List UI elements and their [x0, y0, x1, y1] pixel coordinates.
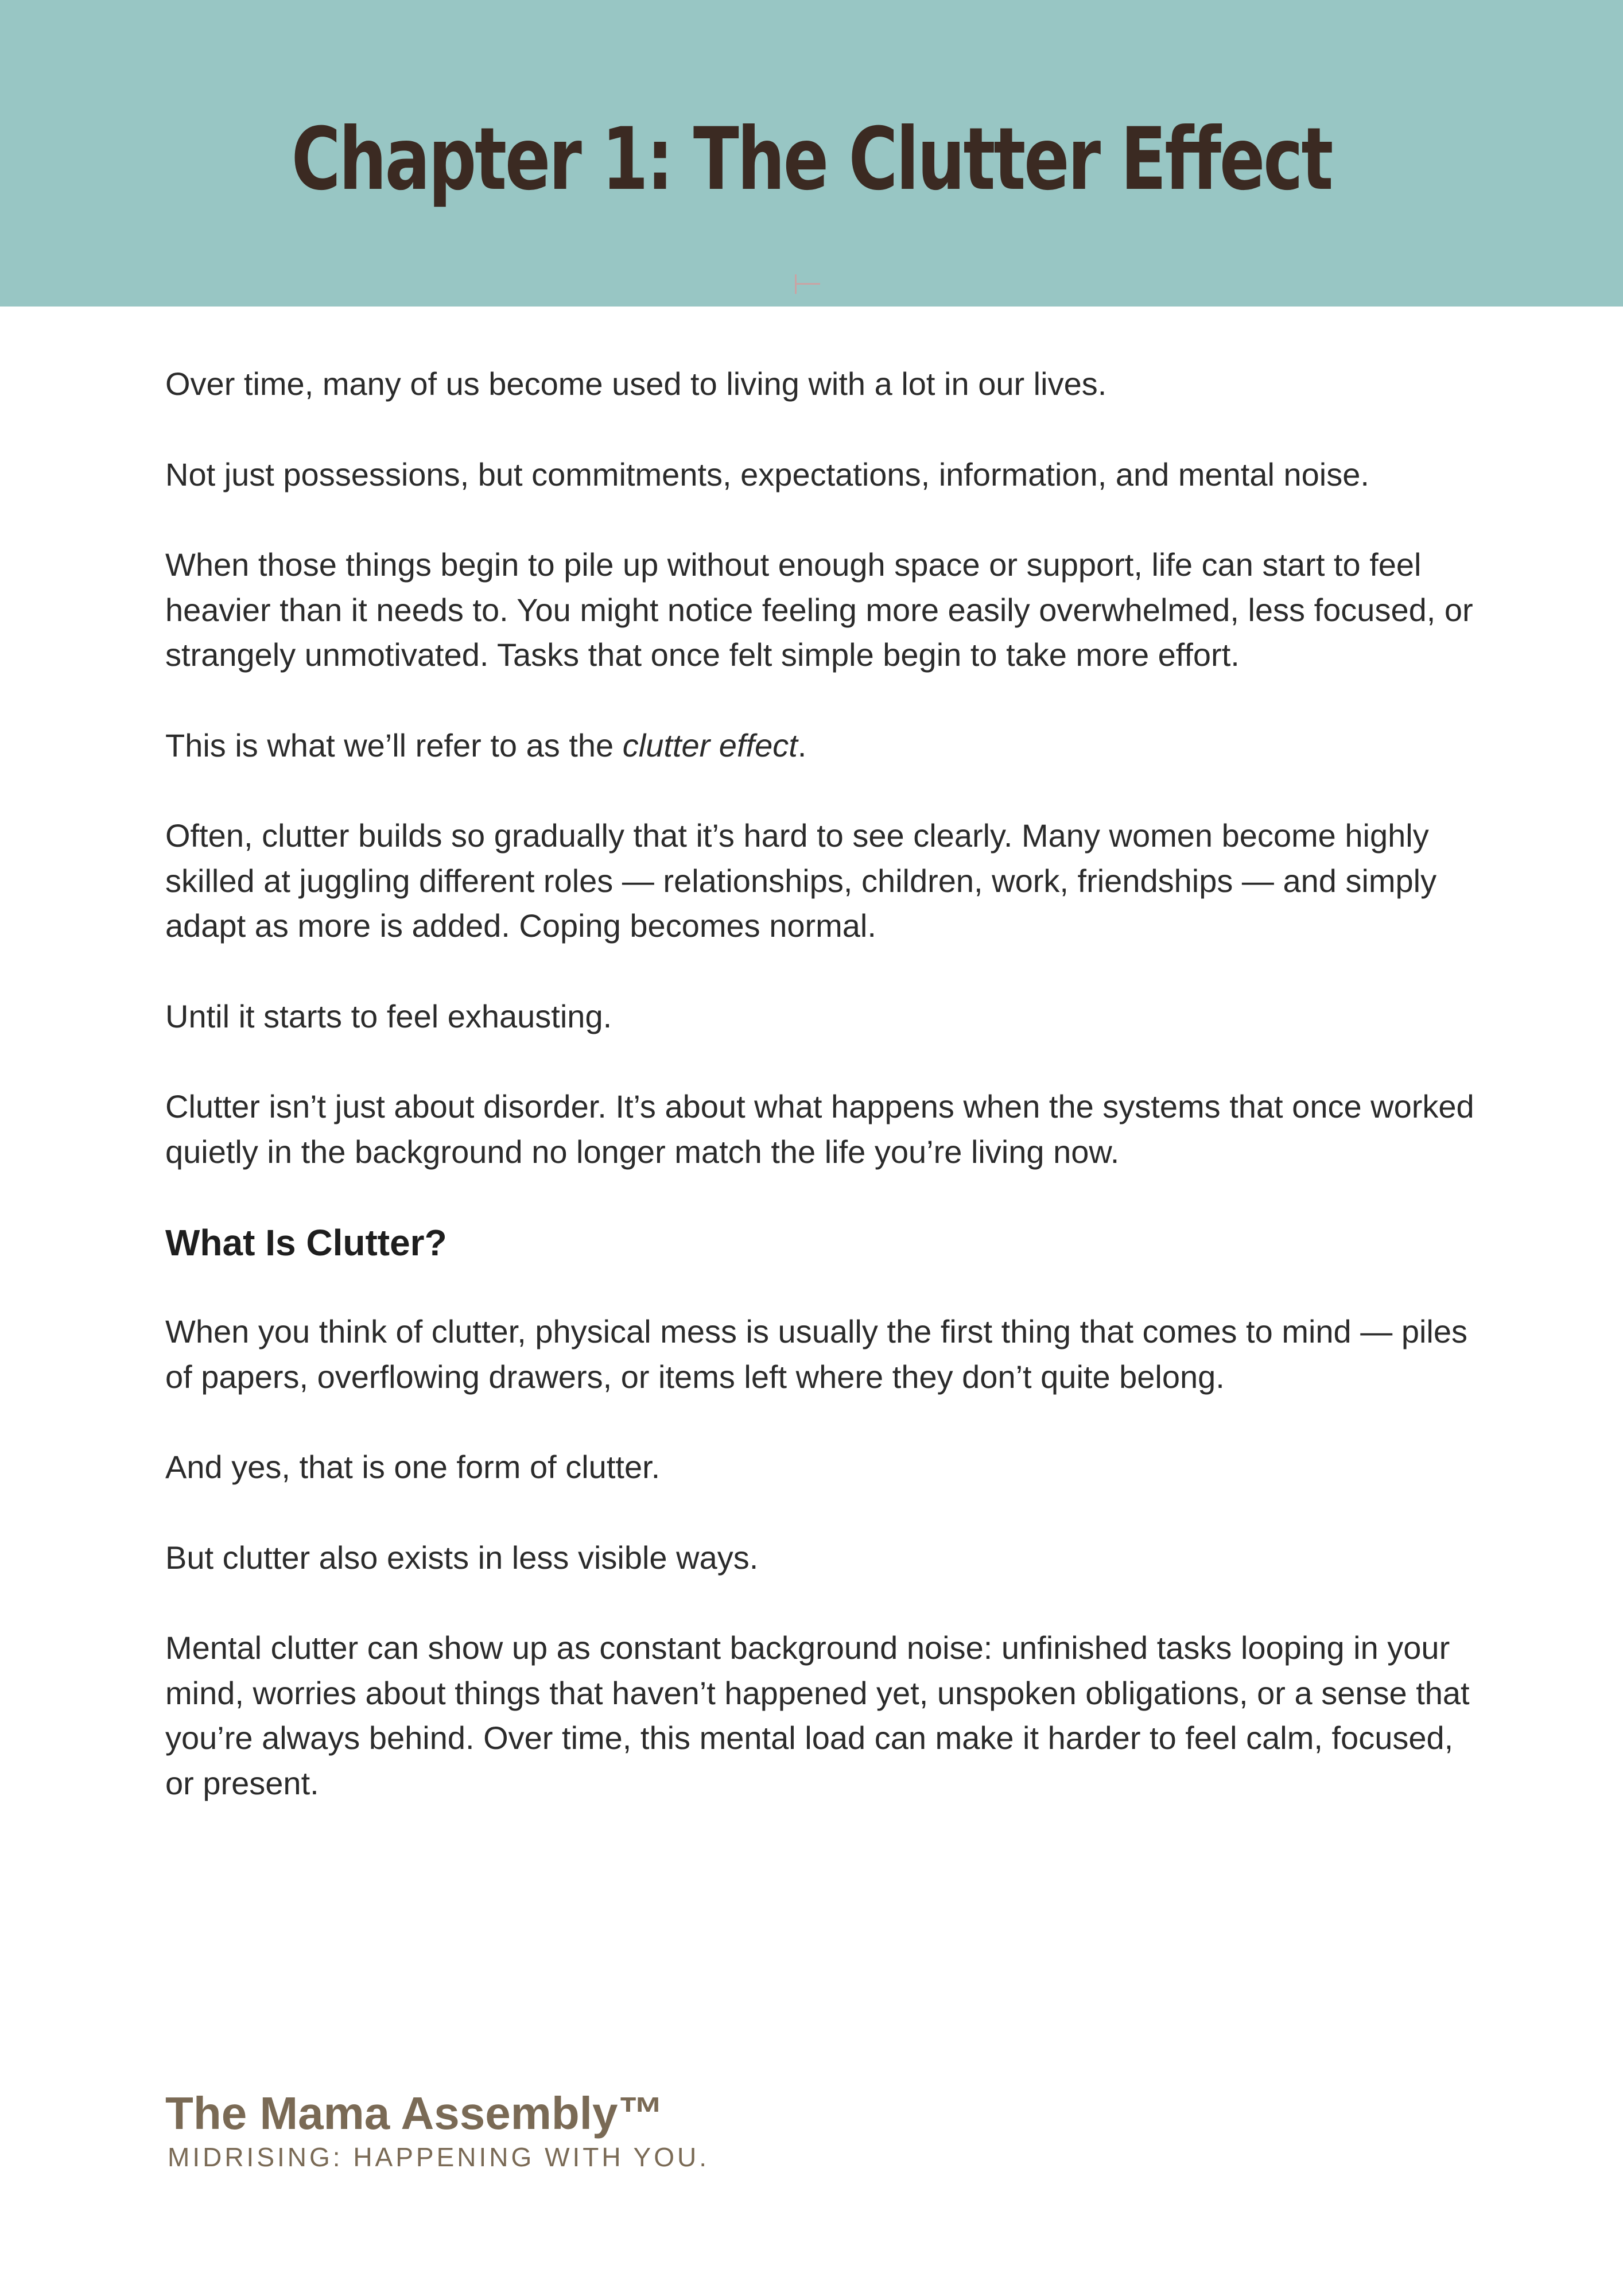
paragraph-5: Often, clutter builds so gradually that it’s hard to see clearly. Many women become highly skilled at juggling different roles — relationships, children, work, friendships — and simply adapt as more is added. Coping becomes normal. [165, 817, 1437, 944]
chapter-title: Chapter 1: The Clutter Effect [291, 110, 1332, 210]
brand-tagline: MIDRISING: HAPPENING WITH YOU. [168, 2142, 709, 2172]
clutter-effect-term: clutter effect [622, 727, 798, 763]
paragraph-3: When those things begin to pile up without enough space or support, life can start to feel heavier than it needs to. You might notice feeling more easily overwhelmed, less focused, or strangely unmotivated. Tasks that once felt simple begin to take more effort. [165, 546, 1473, 673]
section-marker-icon [795, 274, 820, 294]
paragraph-8: When you think of clutter, physical mess is usually the first thing that comes to mind — piles of papers, overflowing drawers, or items left where they don’t quite belong. [165, 1313, 1467, 1395]
paragraph-4-text: This is what we’ll refer to as the [165, 727, 623, 763]
brand-name: The Mama Assembly™ [165, 2088, 664, 2139]
paragraph-7: Clutter isn’t just about disorder. It’s about what happens when the systems that once worked quietly in the background no longer match the life you’re living now. [165, 1088, 1474, 1170]
paragraph-4-end: . [797, 727, 807, 763]
chapter-body [165, 362, 1485, 1851]
paragraph-11: Mental clutter can show up as constant background noise: unfinished tasks looping in your mind, worries about things that haven’t happened yet, unspoken obligations, or a sense that you’re always behind. Over time, this mental load can make it harder to feel calm, focused, or present. [165, 1630, 1470, 1801]
paragraph-9: And yes, that is one form of clutter. [165, 1449, 661, 1485]
paragraph-4 [165, 723, 1485, 769]
paragraph-1: Over time, many of us become used to living with a lot in our lives. [165, 366, 1107, 402]
paragraph-10: But clutter also exists in less visible ways. [165, 1539, 759, 1576]
paragraph-2: Not just possessions, but commitments, expectations, information, and mental noise. [165, 456, 1369, 492]
section-heading: What Is Clutter? [165, 1222, 447, 1263]
paragraph-6: Until it starts to feel exhausting. [165, 998, 612, 1034]
